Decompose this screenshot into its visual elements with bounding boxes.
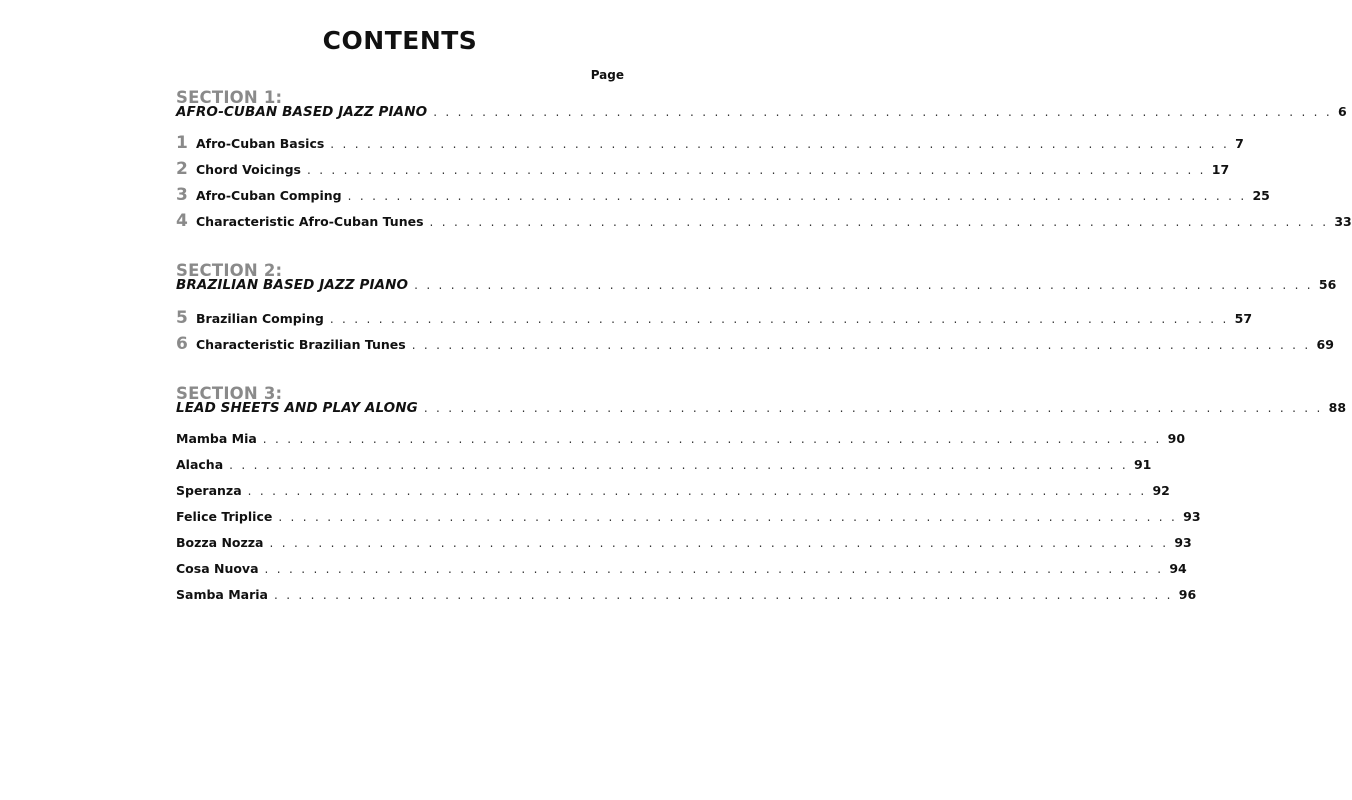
page-number: 92: [1152, 483, 1170, 498]
dot-leader: . . . . . . . . . . . . . . . . . . . . . . . . . . . . . . . . . . . . . . . . . . . . . . . . . . . . . . . . . . . . . . . . . . . . . . . . . .: [264, 562, 1164, 576]
section-2-heading-row: [176, 277, 1337, 295]
section-1-label: SECTION 1:: [176, 88, 283, 107]
page-number: 33: [1334, 214, 1352, 229]
entry-title: Characteristic Brazilian Tunes: [196, 337, 406, 352]
page-number: 25: [1252, 188, 1270, 203]
section-heading-title: BRAZILIAN BASED JAZZ PIANO: [176, 277, 409, 293]
page-number: 90: [1167, 431, 1186, 446]
page-number: 96: [1178, 587, 1197, 602]
dot-leader: . . . . . . . . . . . . . . . . . . . . . . . . . . . . . . . . . . . . . . . . . . . . . . . . . . . . . . . . . . . . . . . . . . . . . . . . . .: [423, 401, 1323, 415]
page-title: CONTENTS: [322, 26, 478, 55]
section-1-heading-row: [176, 104, 1347, 122]
dot-leader: . . . . . . . . . . . . . . . . . . . . . . . . . . . . . . . . . . . . . . . . . . . . . . . . . . . . . . . . . . . . . . . . . . . . . . . . . .: [269, 536, 1169, 550]
chapter-number: 3: [176, 185, 188, 205]
toc-entry: [176, 431, 1186, 449]
page-number: 56: [1318, 277, 1337, 292]
toc-entry: [176, 211, 1352, 231]
dot-leader: . . . . . . . . . . . . . . . . . . . . . . . . . . . . . . . . . . . . . . . . . . . . . . . . . . . . . . . . . . . . . . . . . . . . . . . . . .: [229, 458, 1128, 472]
entry-title: Samba Maria: [176, 587, 268, 602]
toc-entry: [176, 133, 1244, 153]
toc-entry: [176, 587, 1197, 605]
chapter-number: 1: [176, 133, 188, 153]
page-column-header: Page: [590, 68, 624, 82]
dot-leader: . . . . . . . . . . . . . . . . . . . . . . . . . . . . . . . . . . . . . . . . . . . . . . . . . . . . . . . . . . . . . . . . . . . . . . . . . .: [347, 189, 1247, 203]
dot-leader: . . . . . . . . . . . . . . . . . . . . . . . . . . . . . . . . . . . . . . . . . . . . . . . . . . . . . . . . . . . . . . . . . . . . . . . . . .: [262, 432, 1162, 446]
entry-title: Characteristic Afro-Cuban Tunes: [196, 214, 424, 229]
dot-leader: . . . . . . . . . . . . . . . . . . . . . . . . . . . . . . . . . . . . . . . . . . . . . . . . . . . . . . . . . . . . . . . . . . . . . . . . . .: [433, 105, 1333, 119]
section-heading-title: AFRO-CUBAN BASED JAZZ PIANO: [176, 104, 428, 120]
dot-leader: . . . . . . . . . . . . . . . . . . . . . . . . . . . . . . . . . . . . . . . . . . . . . . . . . . . . . . . . . . . . . . . . . . . . . . . . . .: [306, 163, 1206, 177]
toc-entry: [176, 561, 1187, 579]
dot-leader: . . . . . . . . . . . . . . . . . . . . . . . . . . . . . . . . . . . . . . . . . . . . . . . . . . . . . . . . . . . . . . . . . . . . . . . . . .: [247, 484, 1147, 498]
page-number: 93: [1174, 535, 1192, 550]
toc-entry: [176, 159, 1230, 179]
section-3-label: SECTION 3:: [176, 384, 283, 403]
page-number: 91: [1133, 457, 1152, 472]
entry-title: Afro-Cuban Basics: [196, 136, 325, 151]
entry-title: Cosa Nuova: [176, 561, 259, 576]
toc-entry: [176, 509, 1201, 527]
toc-entry: [176, 483, 1170, 501]
dot-leader: . . . . . . . . . . . . . . . . . . . . . . . . . . . . . . . . . . . . . . . . . . . . . . . . . . . . . . . . . . . . . . . . . . . . . . . . . .: [330, 137, 1230, 151]
page-number: 6: [1338, 104, 1347, 119]
entry-title: Alacha: [176, 457, 224, 472]
entry-title: Brazilian Comping: [196, 311, 324, 326]
page-number: 7: [1235, 136, 1244, 151]
chapter-number: 5: [176, 308, 188, 328]
dot-leader: . . . . . . . . . . . . . . . . . . . . . . . . . . . . . . . . . . . . . . . . . . . . . . . . . . . . . . . . . . . . . . . . . . . . . . . . . .: [411, 338, 1311, 352]
section-heading-title: LEAD SHEETS AND PLAY ALONG: [176, 400, 418, 416]
chapter-number: 2: [176, 159, 188, 179]
section-2-label: SECTION 2:: [176, 261, 283, 280]
dot-leader: . . . . . . . . . . . . . . . . . . . . . . . . . . . . . . . . . . . . . . . . . . . . . . . . . . . . . . . . . . . . . . . . . . . . . . . . . .: [414, 278, 1313, 292]
toc-entry: [176, 535, 1192, 553]
entry-title: Mamba Mia: [176, 431, 257, 446]
page-number: 17: [1211, 162, 1230, 177]
toc-entry: [176, 334, 1334, 354]
chapter-number: 4: [176, 211, 188, 231]
chapter-number: 6: [176, 334, 188, 354]
entry-title: Bozza Nozza: [176, 535, 264, 550]
entry-title: Felice Triplice: [176, 509, 273, 524]
dot-leader: . . . . . . . . . . . . . . . . . . . . . . . . . . . . . . . . . . . . . . . . . . . . . . . . . . . . . . . . . . . . . . . . . . . . . . . . . .: [278, 510, 1178, 524]
page-number: 93: [1183, 509, 1201, 524]
page-number: 94: [1169, 561, 1187, 576]
dot-leader: . . . . . . . . . . . . . . . . . . . . . . . . . . . . . . . . . . . . . . . . . . . . . . . . . . . . . . . . . . . . . . . . . . . . . . . . . .: [273, 588, 1173, 602]
page-number: 88: [1328, 400, 1347, 415]
toc-entry: [176, 185, 1270, 205]
dot-leader: . . . . . . . . . . . . . . . . . . . . . . . . . . . . . . . . . . . . . . . . . . . . . . . . . . . . . . . . . . . . . . . . . . . . . . . . . .: [429, 215, 1329, 229]
entry-title: Chord Voicings: [196, 162, 301, 177]
section-3-heading-row: [176, 400, 1347, 418]
dot-leader: . . . . . . . . . . . . . . . . . . . . . . . . . . . . . . . . . . . . . . . . . . . . . . . . . . . . . . . . . . . . . . . . . . . . . . . . . .: [329, 312, 1229, 326]
toc-entry: [176, 457, 1152, 475]
toc-entry: [176, 308, 1253, 328]
page-number: 69: [1316, 337, 1334, 352]
entry-title: Afro-Cuban Comping: [196, 188, 342, 203]
page-number: 57: [1234, 311, 1253, 326]
entry-title: Speranza: [176, 483, 242, 498]
